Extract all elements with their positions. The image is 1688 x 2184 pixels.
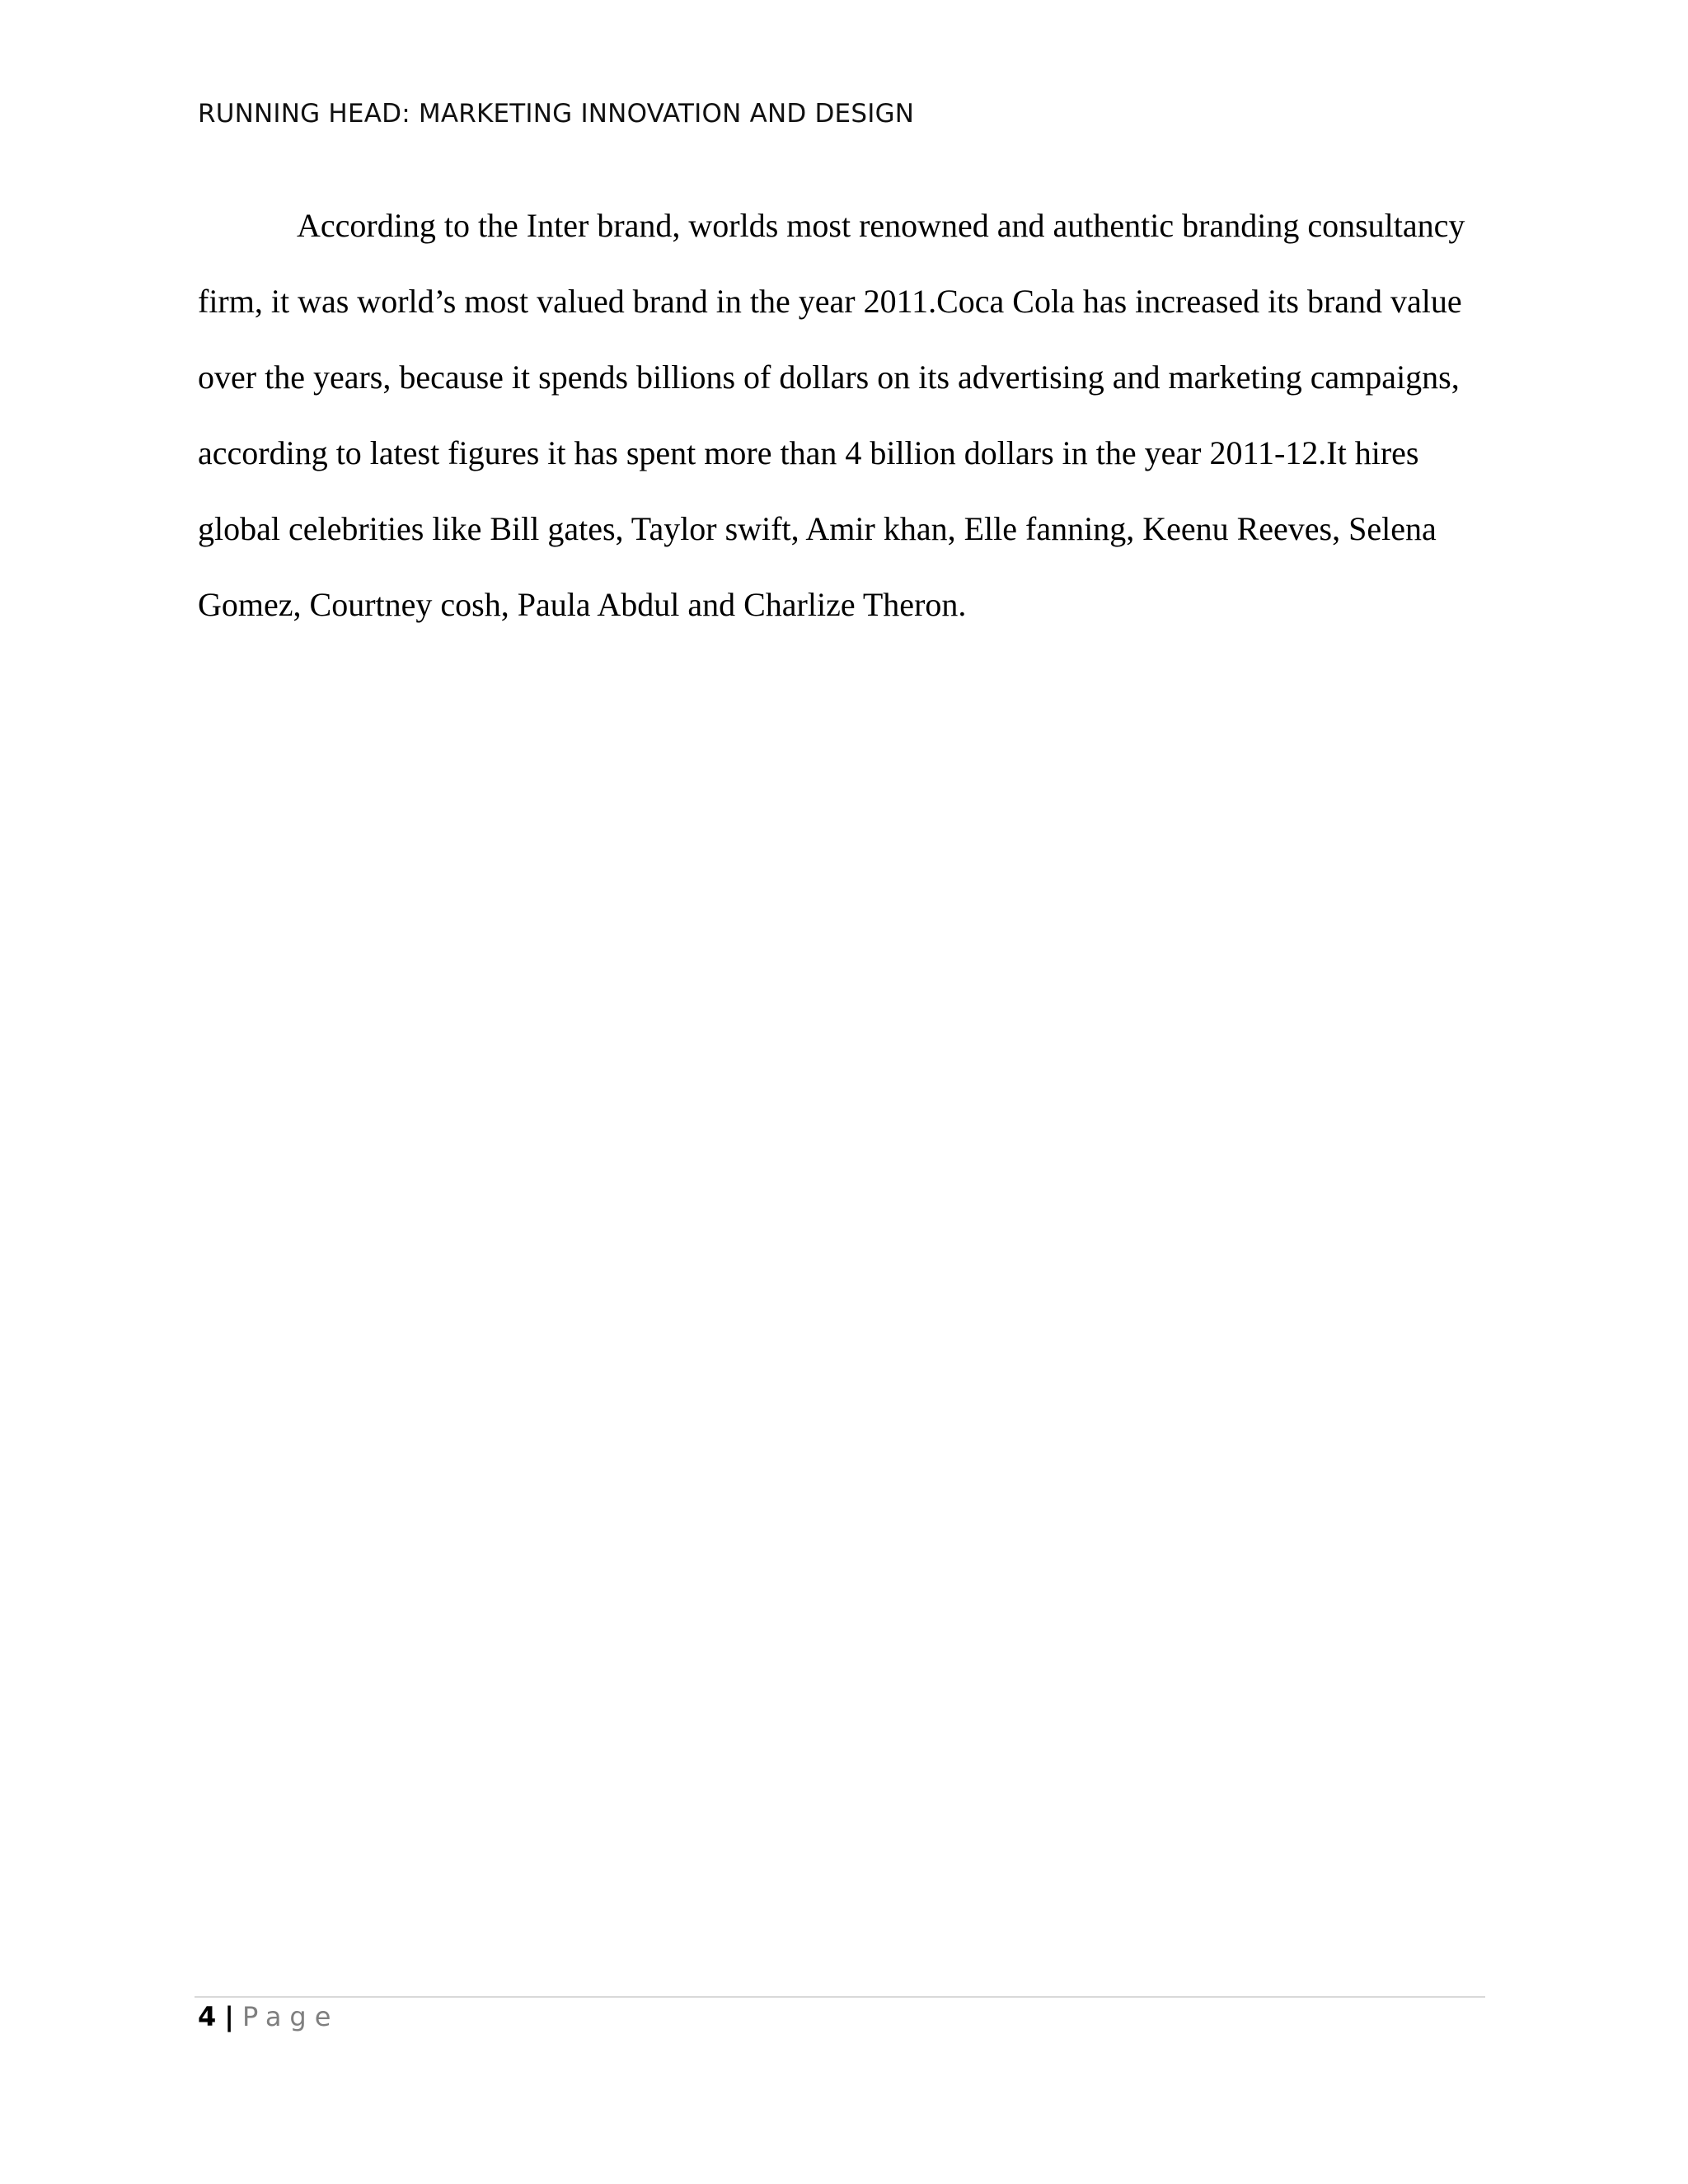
paragraph-line: According to the Inter brand, worlds most renowned and authentic branding consultancy xyxy=(297,207,1465,244)
footer-separator: | xyxy=(224,2001,234,2032)
paragraph-line: firm, it was world’s most valued brand in the year 2011.Coca Cola has increased its brand value xyxy=(198,283,1462,320)
page-label: Page xyxy=(241,2001,340,2032)
paragraph-line: over the years, because it spends billions of dollars on its advertising and marketing campaigns, xyxy=(198,359,1460,396)
page-footer xyxy=(198,2001,339,2032)
page-number: 4 xyxy=(198,2001,217,2032)
paragraph-line: global celebrities like Bill gates, Taylor swift, Amir khan, Elle fanning, Keenu Reeves, Selena xyxy=(198,510,1437,547)
paragraph-line: Gomez, Courtney cosh, Paula Abdul and Charlize Theron. xyxy=(198,586,967,623)
paragraph-line: according to latest figures it has spent more than 4 billion dollars in the year 2011-12.It hires xyxy=(198,434,1419,471)
running-head: RUNNING HEAD: MARKETING INNOVATION AND DESIGN xyxy=(198,99,915,129)
footer-divider xyxy=(195,1996,1485,1998)
body-paragraph xyxy=(198,188,1474,643)
